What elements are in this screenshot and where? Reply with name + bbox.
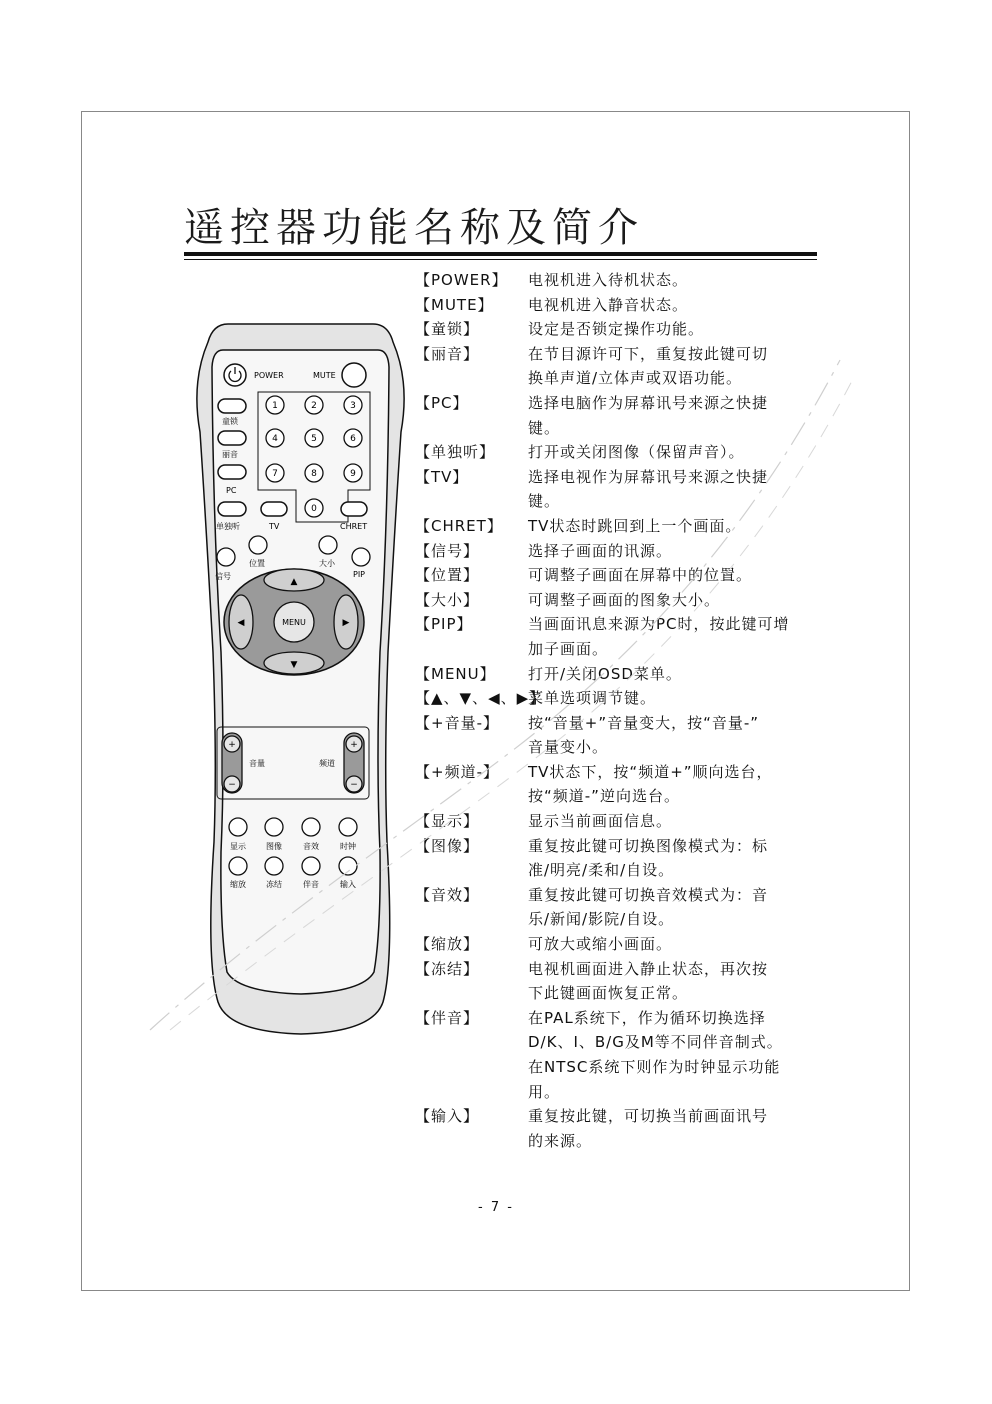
menu-label: MENU: [282, 618, 306, 627]
list-item: [415, 268, 825, 293]
function-key: 【+音量-】: [415, 713, 499, 732]
down-arrow-icon: ▼: [290, 660, 298, 670]
clock-label: 时钟: [340, 842, 356, 851]
function-key: 【丽音】: [415, 344, 480, 363]
picture-label: 图像: [266, 842, 282, 851]
input-label: 输入: [340, 880, 356, 889]
num-4: 4: [272, 434, 278, 444]
function-desc: 在PAL系统下，作为循环切换选择 D/K、I、B/G及M等不同伴音制式。 在NTSC系统下则作为时钟显示功能 用。: [528, 1008, 783, 1101]
sound-label: 丽音: [222, 450, 238, 459]
function-desc: 重复按此键可切换音效模式为：音 乐/新闻/影院/自设。: [528, 885, 769, 929]
function-desc: 选择电脑作为屏幕讯号来源之快捷 键。: [528, 393, 769, 437]
function-desc: 电视机进入待机状态。: [528, 271, 689, 289]
function-desc: 电视机进入静音状态。: [528, 295, 689, 314]
function-key: 【信号】: [415, 541, 480, 560]
position-label: 位置: [249, 559, 265, 568]
num-5: 5: [311, 434, 317, 444]
list-item: [415, 1104, 825, 1153]
function-key: 【冻结】: [415, 959, 480, 978]
num-7: 7: [272, 469, 278, 479]
function-desc: 打开或关闭图像（保留声音）。: [528, 443, 745, 462]
right-arrow-icon: ▶: [342, 618, 350, 628]
pc-label: PC: [226, 486, 237, 495]
channel-minus-icon: −: [350, 780, 358, 790]
function-desc: TV状态下，按“频道+”顺向选台， 按“频道-”逆向选台。: [528, 762, 773, 806]
function-key: 【输入】: [415, 1107, 480, 1126]
mute-label: MUTE: [313, 371, 336, 380]
function-desc: 显示当前画面信息。: [528, 812, 673, 831]
function-key: 【POWER】: [415, 271, 508, 289]
function-desc: 在节目源许可下，重复按此键可切 换单声道/立体声或双语功能。: [528, 344, 769, 388]
volume-plus-icon: +: [228, 740, 236, 750]
display-label: 显示: [230, 842, 246, 851]
num-9: 9: [350, 469, 356, 479]
freeze-label: 冻结: [266, 880, 282, 889]
function-key: 【音效】: [415, 885, 480, 904]
function-key: 【单独听】: [415, 443, 496, 462]
function-key: 【童锁】: [415, 320, 480, 339]
function-desc: 选择子画面的讯源。: [528, 541, 673, 560]
num-6: 6: [350, 434, 356, 444]
function-desc: 可调整子画面的图象大小。: [528, 590, 721, 609]
channel-label: 频道: [319, 759, 335, 768]
num-2: 2: [311, 401, 317, 411]
num-3: 3: [350, 401, 356, 411]
watermark: [140, 330, 860, 1050]
function-key: 【CHRET】: [415, 516, 503, 535]
tv-label: TV: [269, 522, 280, 531]
channel-plus-icon: +: [350, 740, 358, 750]
title-underline-thin: [184, 259, 817, 260]
chret-label: CHRET: [340, 522, 368, 531]
power-label: POWER: [254, 371, 284, 380]
list-item: [415, 293, 825, 318]
function-desc: TV状态时跳回到上一个画面。: [528, 516, 742, 535]
function-desc: 选择电视作为屏幕讯号来源之快捷 键。: [528, 467, 769, 511]
num-0: 0: [311, 504, 317, 514]
num-8: 8: [311, 469, 317, 479]
function-key: 【伴音】: [415, 1008, 480, 1027]
function-key: 【大小】: [415, 590, 480, 609]
function-desc: 电视机画面进入静止状态，再次按 下此键画面恢复正常。: [528, 959, 769, 1003]
function-desc: 可调整子画面在屏幕中的位置。: [528, 566, 753, 585]
function-key: 【PC】: [415, 393, 469, 412]
title-underline: [184, 252, 817, 256]
pip-label: PIP: [353, 570, 366, 579]
zoom-label: 缩放: [230, 880, 246, 889]
function-key: 【MENU】: [415, 664, 496, 683]
solo-label: 单独听: [216, 522, 240, 531]
function-desc: 打开/关闭OSD菜单。: [528, 664, 682, 683]
left-arrow-icon: ◀: [237, 618, 245, 628]
accompany-label: 伴音: [303, 880, 319, 889]
num-1: 1: [272, 401, 278, 411]
function-key: 【PIP】: [415, 615, 473, 634]
function-key: 【位置】: [415, 566, 480, 585]
function-desc: 按“音量+”音量变大，按“音量-” 音量变小。: [528, 713, 760, 757]
function-desc: 可放大或缩小画面。: [528, 935, 673, 954]
page-title: 遥控器功能名称及简介: [184, 205, 644, 251]
volume-minus-icon: −: [228, 780, 236, 790]
child-lock-label: 童锁: [222, 417, 238, 426]
function-desc: 设定是否锁定操作功能。: [528, 320, 705, 339]
volume-label: 音量: [249, 759, 265, 768]
up-arrow-icon: ▲: [290, 577, 298, 587]
function-key: 【显示】: [415, 812, 480, 831]
function-key: 【TV】: [415, 467, 469, 486]
function-key: 【图像】: [415, 836, 480, 855]
function-desc: 菜单选项调节键。: [528, 689, 657, 708]
function-key: 【▲、▼、◀、▶】: [415, 689, 546, 708]
function-key: 【MUTE】: [415, 295, 494, 314]
sound-effect-label: 音效: [303, 842, 319, 851]
function-desc: 重复按此键可切换图像模式为：标 准/明亮/柔和/自设。: [528, 836, 769, 880]
function-key: 【缩放】: [415, 935, 480, 954]
function-key: 【+频道-】: [415, 762, 499, 781]
size-label: 大小: [319, 559, 335, 568]
signal-label: 信号: [215, 572, 231, 581]
page-number: - 7 -: [478, 1200, 514, 1215]
function-desc: 重复按此键，可切换当前画面讯号 的来源。: [528, 1107, 769, 1150]
function-desc: 当画面讯息来源为PC时，按此键可增 加子画面。: [528, 615, 790, 658]
